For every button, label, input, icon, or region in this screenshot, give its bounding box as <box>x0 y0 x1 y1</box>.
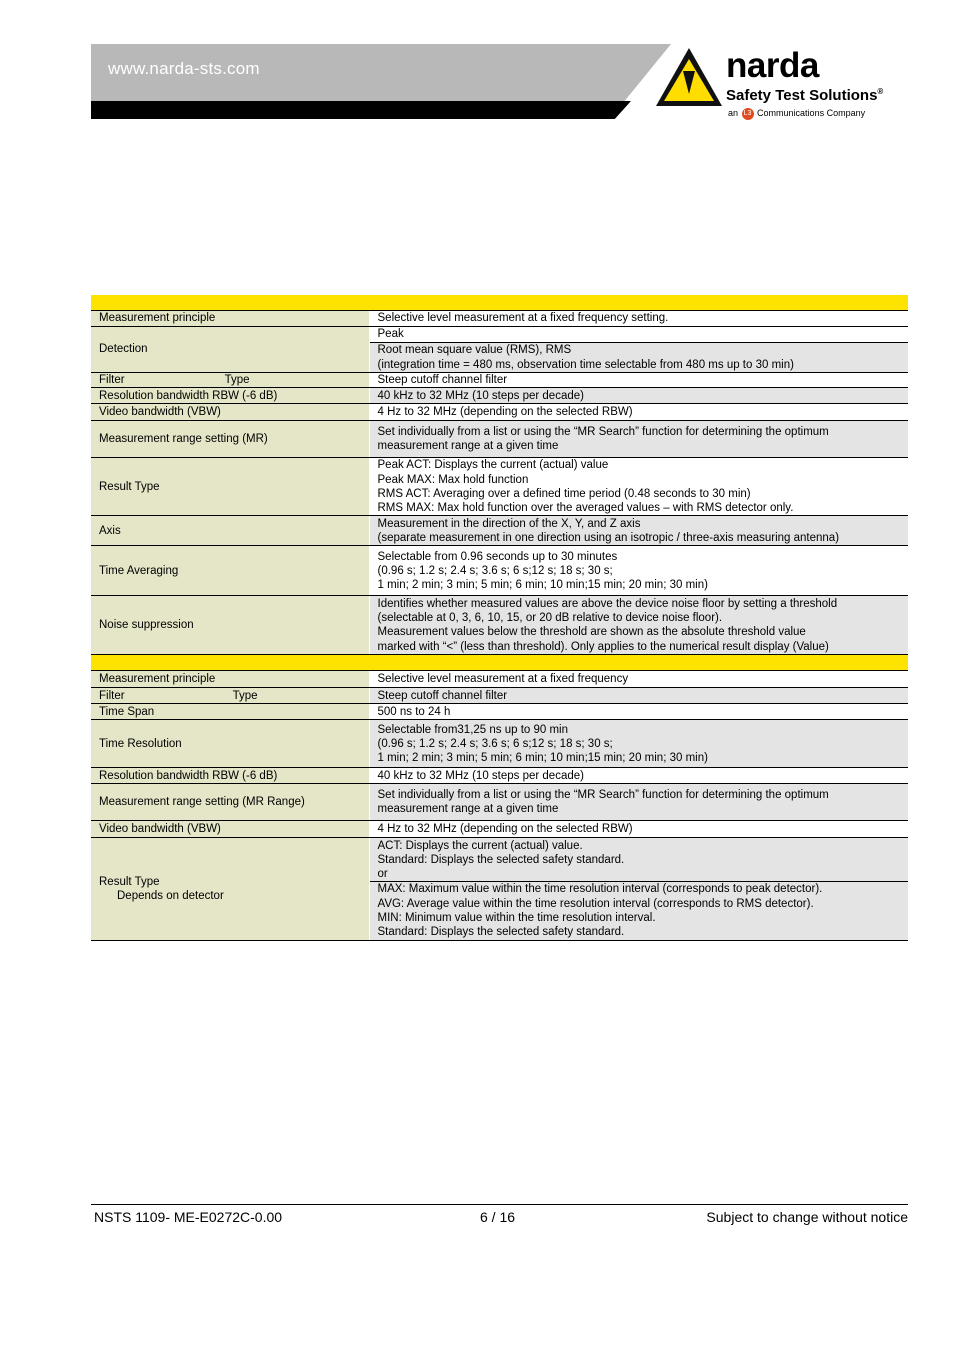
spec-key: Measurement principle <box>91 671 369 688</box>
logo-wordmark: narda <box>726 46 819 85</box>
spec-value: 4 Hz to 32 MHz (depending on the selected RBW) <box>369 404 908 421</box>
website-url: www.narda-sts.com <box>108 59 260 78</box>
warning-triangle-icon <box>654 46 724 108</box>
spec-value: 40 kHz to 32 MHz (10 steps per decade) <box>369 388 908 404</box>
spec-value: ACT: Displays the current (actual) value. Standard: Displays the selected safety standard. or <box>369 838 908 882</box>
spec-row <box>91 821 908 838</box>
section-header-bar <box>91 655 908 671</box>
page-number: 6 / 16 <box>480 1209 516 1225</box>
spec-key: Resolution bandwidth RBW (-6 dB) <box>91 388 369 404</box>
spec-value: 500 ns to 24 h <box>369 704 908 720</box>
spec-row <box>91 838 908 882</box>
spec-key: Result Type <box>91 458 369 516</box>
spec-row <box>91 768 908 784</box>
spec-row <box>91 671 908 688</box>
spec-row <box>91 688 908 704</box>
header-bar <box>91 101 631 119</box>
spec-key: Measurement range setting (MR Range) <box>91 784 369 821</box>
spec-key: Time Span <box>91 704 369 720</box>
spec-row <box>91 404 908 421</box>
spec-value: Selective level measurement at a fixed frequency setting. <box>369 311 908 327</box>
section-header-bar <box>91 295 908 311</box>
spec-value: Selectable from 0.96 seconds up to 30 minutes (0.96 s; 1.2 s; 2.4 s; 3.6 s; 6 s;12 s; 18 s; 30 s; 1 min; 2 min; 3 min; 5 min; 6 min; 10 min;15 min; 20 min; 30 min) <box>369 546 908 596</box>
spec-value: Peak <box>369 327 908 343</box>
spec-key: Detection <box>91 327 369 373</box>
spec-key: Axis <box>91 516 369 546</box>
spec-row <box>91 704 908 720</box>
spec-row <box>91 596 908 655</box>
spec-value: Selectable from31,25 ns up to 90 min (0.96 s; 1.2 s; 2.4 s; 3.6 s; 6 s;12 s; 18 s; 30 s; 1 min; 2 min; 3 min; 5 min; 6 min; 10 min;15 min; 20 min; 30 min) <box>369 720 908 768</box>
spec-key: Video bandwidth (VBW) <box>91 404 369 421</box>
spec-row <box>91 516 908 546</box>
spec-key: Measurement range setting (MR) <box>91 421 369 458</box>
spec-row <box>91 458 908 516</box>
narda-logo <box>654 44 910 124</box>
spec-key: Time Resolution <box>91 720 369 768</box>
change-notice: Subject to change without notice <box>706 1209 908 1225</box>
spec-value: Selective level measurement at a fixed frequency <box>369 671 908 688</box>
spec-value: Set individually from a list or using the “MR Search” function for determining the optimum measurement range at a given time <box>369 784 908 821</box>
logo-tagline: Safety Test Solutions® <box>726 87 884 104</box>
spec-value: Measurement in the direction of the X, Y, and Z axis (separate measurement in one direction using an isotropic / three-axis measuring antenna) <box>369 516 908 546</box>
l3-badge-icon: L3 <box>742 108 754 120</box>
spec-key: Filter Type <box>91 688 369 704</box>
spec-value: Steep cutoff channel filter <box>369 688 908 704</box>
spec-row <box>91 327 908 343</box>
spec-row <box>91 784 908 821</box>
document-id: NSTS 1109- ME-E0272C-0.00 <box>94 1209 283 1225</box>
spec-row <box>91 388 908 404</box>
spec-row <box>91 421 908 458</box>
spec-key: Noise suppression <box>91 596 369 655</box>
spec-row <box>91 720 908 768</box>
specification-table <box>91 295 908 941</box>
spec-value: Set individually from a list or using the “MR Search” function for determining the optimum measurement range at a given time <box>369 421 908 458</box>
spec-key: Resolution bandwidth RBW (-6 dB) <box>91 768 369 784</box>
spec-value: 4 Hz to 32 MHz (depending on the selected RBW) <box>369 821 908 838</box>
footer-rule <box>91 1204 908 1205</box>
spec-row <box>91 373 908 388</box>
spec-row <box>91 311 908 327</box>
logo-company-line: an L3 Communications Company <box>728 108 866 118</box>
spec-key: Filter Type <box>91 373 369 388</box>
spec-value: Identifies whether measured values are above the device noise floor by setting a threshold (selectable at 0, 3, 6, 10, 15, or 20 dB relative to device noise floor). Measurement values below the threshold are shown as the absolute threshold value marked with “<” (less than threshold). Only applies to the numerical result display (Value) <box>369 596 908 655</box>
spec-row <box>91 546 908 596</box>
spec-key: Result Type Depends on detector <box>91 838 369 940</box>
spec-key: Measurement principle <box>91 311 369 327</box>
spec-value: MAX: Maximum value within the time resolution interval (corresponds to peak detector). AVG: Average value within the time resolution interval (corresponds to RMS detector). MIN: Minimum value within the time resolution interval. Standard: Displays the selected safety standard. <box>369 882 908 940</box>
spec-key: Video bandwidth (VBW) <box>91 821 369 838</box>
spec-key: Time Averaging <box>91 546 369 596</box>
spec-value: 40 kHz to 32 MHz (10 steps per decade) <box>369 768 908 784</box>
spec-value: Peak ACT: Displays the current (actual) value Peak MAX: Max hold function RMS ACT: Averaging over a defined time period (0.48 seconds to 30 min) RMS MAX: Max hold function over the averaged values – with RMS detector only. <box>369 458 908 516</box>
spec-value: Steep cutoff channel filter <box>369 373 908 388</box>
spec-value: Root mean square value (RMS), RMS (integration time = 480 ms, observation time selectable from 480 ms up to 30 min) <box>369 343 908 373</box>
